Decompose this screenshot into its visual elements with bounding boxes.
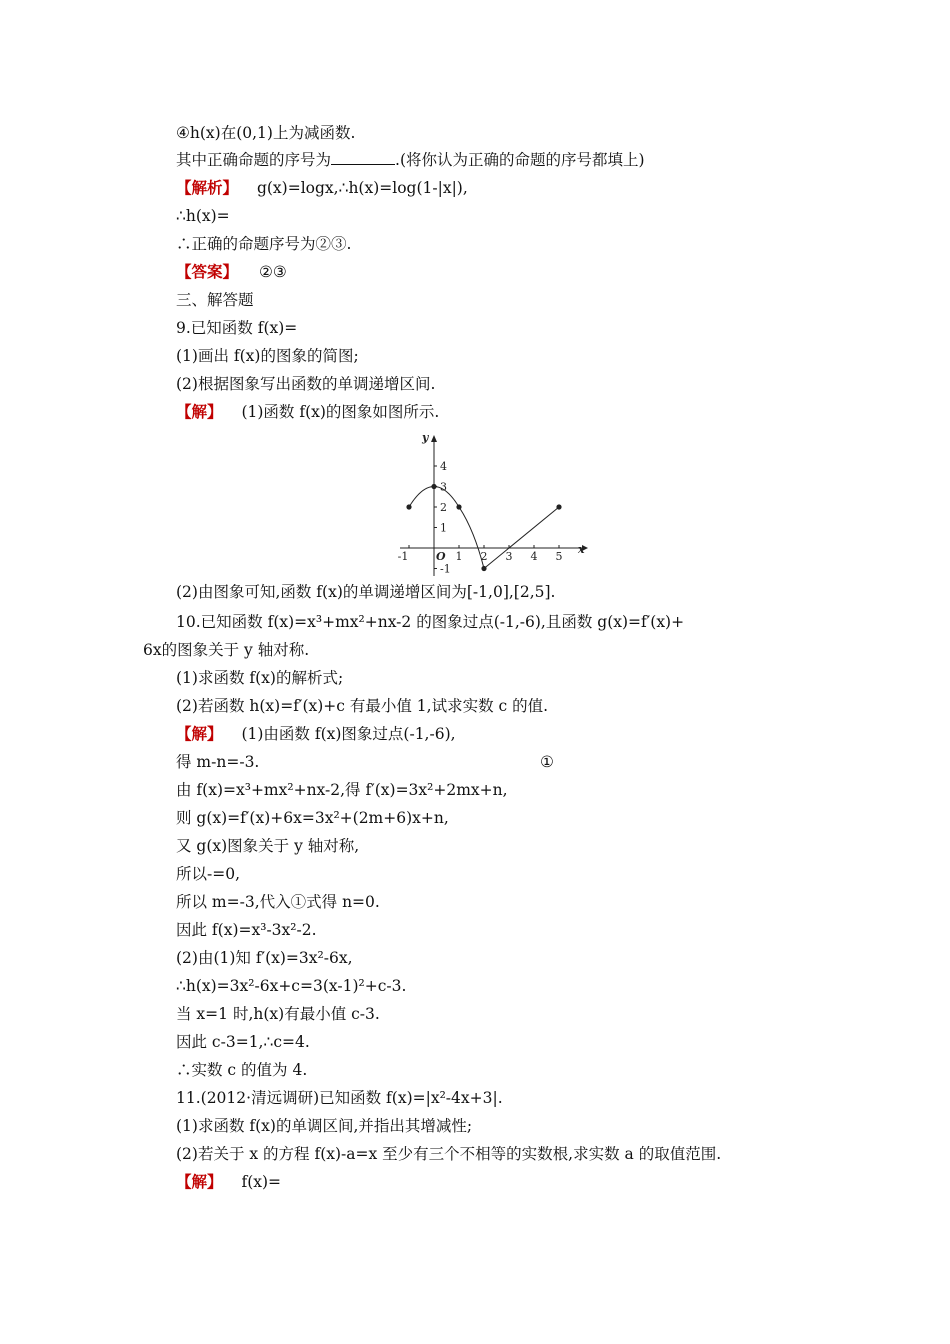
question-10: 10.已知函数 f(x)=x³+mx²+nx-2 的图象过点(-1,-6),且函数 g(x)=f′(x)+ <box>176 613 685 631</box>
graph-point <box>481 566 486 571</box>
graph-point <box>431 484 436 489</box>
text-line: ∴h(x)= <box>176 207 230 225</box>
text-line: 6x的图象关于 y 轴对称. <box>143 641 310 659</box>
text-segment: g(x)=logx,∴h(x)=log(1-|x|), <box>256 179 468 197</box>
solution-tag: 【解】 <box>176 403 223 421</box>
solution-tag: 【解】 <box>176 1173 223 1191</box>
y-tick-label: 2 <box>440 501 447 514</box>
y-tick-label: 4 <box>440 460 447 473</box>
text-line: (1)画出 f(x)的图象的简图; <box>176 347 359 365</box>
text-segment: .(将你认为正确的命题的序号都填上) <box>395 151 645 169</box>
y-axis-arrow <box>431 435 437 442</box>
x-tick-label: 1 <box>455 550 463 563</box>
text-line: ∴实数 c 的值为 4. <box>176 1061 308 1079</box>
text-line: ∴正确的命题序号为②③. <box>176 235 352 253</box>
y-tick-label: 3 <box>440 480 447 494</box>
text-line: (1)求函数 f(x)的单调区间,并指出其增减性; <box>176 1117 473 1135</box>
y-axis-label: y <box>422 431 429 444</box>
text-line: 因此 c-3=1,∴c=4. <box>176 1033 310 1051</box>
text-line <box>176 402 439 422</box>
y-tick-label: -1 <box>440 562 451 576</box>
x-axis-label: x <box>578 543 585 556</box>
text-line <box>176 724 456 744</box>
text-line: 因此 f(x)=x³-3x²-2. <box>176 921 317 939</box>
text-line: 当 x=1 时,h(x)有最小值 c-3. <box>176 1005 380 1023</box>
answer-tag: 【答案】 <box>176 263 239 281</box>
graph-point <box>456 504 461 509</box>
text-line: 所以-=0, <box>176 865 241 883</box>
text-line: (2)由(1)知 f′(x)=3x²-6x, <box>176 949 353 967</box>
text-line <box>176 1172 281 1192</box>
text-line: ④h(x)在(0,1)上为减函数. <box>176 124 356 142</box>
text-line: 所以 m=-3,代入①式得 n=0. <box>176 893 380 911</box>
text-line: 由 f(x)=x³+mx²+nx-2,得 f′(x)=3x²+2mx+n, <box>176 781 508 799</box>
text-segment: (1)由函数 f(x)图象过点(-1,-6), <box>241 725 456 743</box>
x-tick-label: 3 <box>505 550 513 563</box>
function-graph <box>392 430 592 580</box>
x-tick-label: 5 <box>555 550 563 563</box>
graph-point <box>406 504 411 509</box>
text-line: (2)若关于 x 的方程 f(x)-a=x 至少有三个不相等的实数根,求实数 a 的取值范围. <box>176 1145 722 1163</box>
text-line: (2)由图象可知,函数 f(x)的单调递增区间为[-1,0],[2,5]. <box>176 583 556 601</box>
graph-point <box>556 504 561 509</box>
text-line: (2)若函数 h(x)=f′(x)+c 有最小值 1,试求实数 c 的值. <box>176 697 549 715</box>
text-segment: f(x)= <box>241 1173 282 1191</box>
solution-tag: 【解】 <box>176 725 223 743</box>
y-tick-label: 1 <box>440 521 447 535</box>
text-segment: (1)函数 f(x)的图象如图所示. <box>241 403 440 421</box>
text-segment: 其中正确命题的序号为 <box>176 151 332 169</box>
equation-number: ① <box>540 753 554 771</box>
text-line <box>176 178 468 198</box>
linear-segment <box>484 507 559 569</box>
section-heading: 三、解答题 <box>176 291 254 309</box>
text-line: 则 g(x)=f′(x)+6x=3x²+(2m+6)x+n, <box>176 809 449 827</box>
text-line: ∴h(x)=3x²-6x+c=3(x-1)²+c-3. <box>176 977 407 995</box>
text-segment: ②③ <box>258 263 287 281</box>
text-line: 得 m-n=-3. <box>176 753 260 771</box>
text-line: (2)根据图象写出函数的单调递增区间. <box>176 375 436 393</box>
question-9: 9.已知函数 f(x)= <box>176 319 298 337</box>
x-tick-label: -1 <box>397 550 409 563</box>
graph-labels <box>398 431 585 576</box>
x-tick-label: 2 <box>480 550 488 563</box>
question-11: 11.(2012·清远调研)已知函数 f(x)=|x²-4x+3|. <box>176 1089 503 1107</box>
answer-blank <box>331 150 395 165</box>
text-line <box>176 262 287 282</box>
text-line: (1)求函数 f(x)的解析式; <box>176 669 344 687</box>
text-line <box>176 150 645 170</box>
origin-label: O <box>436 550 446 563</box>
x-tick-label: 4 <box>530 550 538 563</box>
text-line: 又 g(x)图象关于 y 轴对称, <box>176 837 360 855</box>
analysis-tag: 【解析】 <box>176 179 239 197</box>
